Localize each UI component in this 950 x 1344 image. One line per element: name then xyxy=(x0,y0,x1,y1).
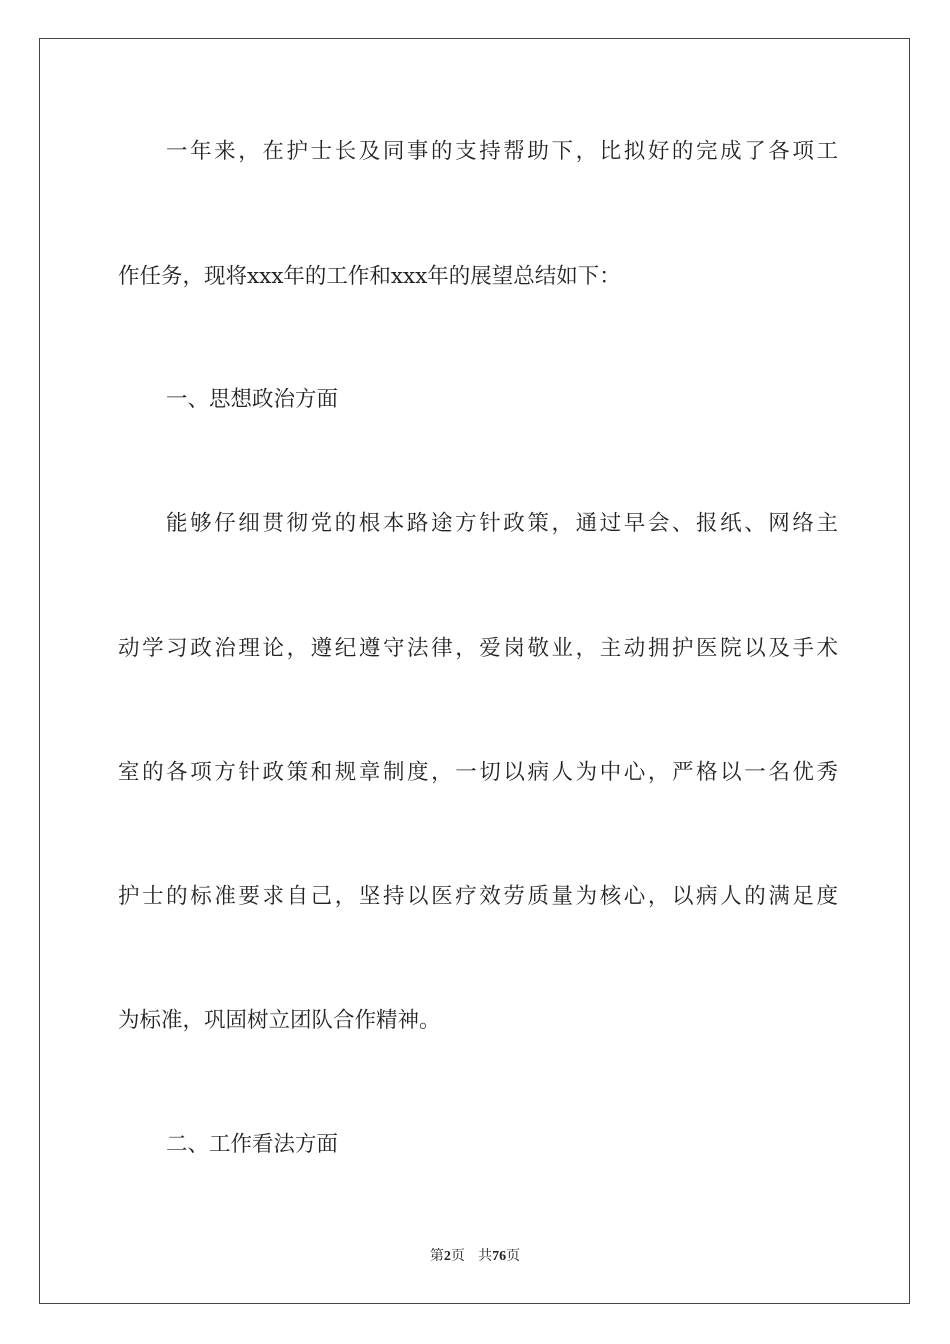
paragraph-line: 一年来，在护士长及同事的支持帮助下，比拟好的完成了各项工 xyxy=(166,139,838,164)
section-heading: 一、思想政治方面 xyxy=(166,387,339,412)
total-suffix: 页 xyxy=(506,1248,521,1264)
total-pages: 76 xyxy=(492,1249,507,1264)
paragraph-line: 室的各项方针政策和规章制度，一切以病人为中心，严格以一名优秀 xyxy=(118,760,838,785)
page-border xyxy=(39,38,910,1304)
paragraph-line: 能够仔细贯彻党的根本路途方针政策，通过早会、报纸、网络主 xyxy=(166,511,838,536)
section-heading: 二、工作看法方面 xyxy=(166,1132,339,1157)
paragraph-line: 作任务，现将xxx年的工作和xxx年的展望总结如下： xyxy=(118,264,621,289)
page-footer xyxy=(0,1246,950,1267)
total-prefix: 共 xyxy=(478,1248,493,1264)
paragraph-line: 为标准，巩固树立团队合作精神。 xyxy=(118,1008,441,1033)
page-number: 2 xyxy=(443,1249,451,1264)
paragraph-line: 护士的标准要求自己，坚持以医疗效劳质量为核心，以病人的满足度 xyxy=(118,884,838,909)
page-suffix: 页 xyxy=(450,1248,465,1264)
paragraph-line: 动学习政治理论，遵纪遵守法律，爱岗敬业，主动拥护医院以及手术 xyxy=(118,636,838,661)
page-prefix: 第 xyxy=(429,1248,444,1264)
